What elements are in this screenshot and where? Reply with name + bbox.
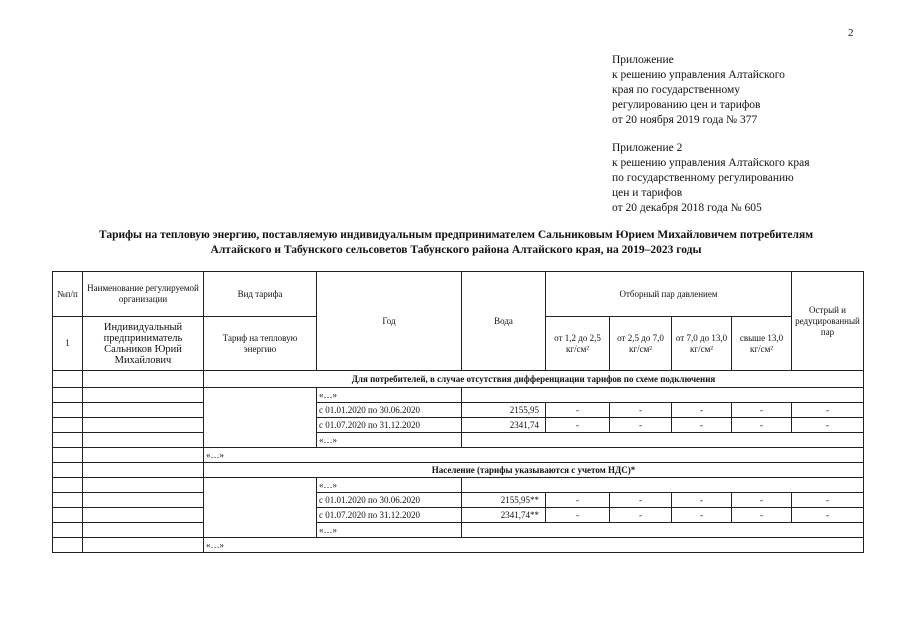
- steam-value: -: [546, 418, 610, 433]
- steam-value: -: [672, 508, 732, 523]
- empty-cell: [83, 388, 204, 403]
- empty-cell: [83, 508, 204, 523]
- header-steam-col-4: свыше 13,0 кг/см²: [732, 317, 792, 371]
- steam-value: -: [610, 508, 672, 523]
- annex-1-line: Приложение: [612, 54, 674, 66]
- ellipsis-wide-cell: «…»: [204, 448, 864, 463]
- empty-cell: [53, 538, 83, 553]
- empty-cell: [83, 371, 204, 388]
- period-cell: с 01.01.2020 по 30.06.2020: [317, 493, 462, 508]
- period-cell: с 01.01.2020 по 30.06.2020: [317, 403, 462, 418]
- title-line-2: Алтайского и Табунского сельсоветов Табунского района Алтайского края, на 2019–2023 годы: [210, 244, 702, 256]
- period-cell: с 01.07.2020 по 31.12.2020: [317, 508, 462, 523]
- empty-cell: [462, 478, 864, 493]
- header-steam-col-1: от 1,2 до 2,5 кг/см²: [546, 317, 610, 371]
- water-value: 2341,74**: [462, 508, 546, 523]
- empty-cell: [83, 418, 204, 433]
- header-num: №п/п: [53, 272, 83, 317]
- steam-value: -: [610, 403, 672, 418]
- empty-cell: [53, 493, 83, 508]
- table-row: [53, 388, 864, 403]
- sharp-steam-value: -: [792, 493, 864, 508]
- empty-cell: [462, 523, 864, 538]
- org-num: 1: [53, 317, 83, 371]
- empty-cell: [204, 478, 317, 538]
- sharp-steam-value: -: [792, 508, 864, 523]
- table-row: [53, 523, 864, 538]
- table-row: [53, 433, 864, 448]
- document-title: [40, 228, 872, 258]
- steam-value: -: [732, 508, 792, 523]
- empty-cell: [53, 388, 83, 403]
- section-2-title: Население (тарифы указываются с учетом НДС)*: [204, 463, 864, 478]
- steam-value: -: [610, 418, 672, 433]
- header-steam: Отборный пар давлением: [546, 272, 792, 317]
- empty-cell: [53, 418, 83, 433]
- header-steam-col-2: от 2,5 до 7,0 кг/см²: [610, 317, 672, 371]
- empty-cell: [462, 388, 864, 403]
- steam-value: -: [610, 493, 672, 508]
- empty-cell: [83, 463, 204, 478]
- steam-value: -: [672, 403, 732, 418]
- empty-cell: [53, 448, 83, 463]
- empty-cell: [53, 478, 83, 493]
- table-row: [53, 508, 864, 523]
- header-row-1: [53, 272, 864, 317]
- annex-2-line: к решению управления Алтайского края: [612, 157, 810, 169]
- empty-cell: [83, 478, 204, 493]
- table-row: [53, 478, 864, 493]
- empty-cell: [53, 508, 83, 523]
- steam-value: -: [732, 403, 792, 418]
- empty-cell: [53, 371, 83, 388]
- empty-cell: [462, 433, 864, 448]
- ellipsis-wide-cell: «…»: [204, 538, 864, 553]
- annex-2-line: по государственному регулированию: [612, 172, 794, 184]
- annex-1-header: [612, 53, 785, 128]
- table-row: [53, 493, 864, 508]
- ellipsis-cell: «…»: [317, 523, 462, 538]
- steam-value: -: [546, 493, 610, 508]
- table-row: [53, 538, 864, 553]
- tariffs-table: [52, 271, 864, 553]
- section-2-row: [53, 463, 864, 478]
- empty-cell: [53, 523, 83, 538]
- page-number: 2: [848, 27, 854, 39]
- annex-2-header: [612, 141, 810, 216]
- water-value: 2155,95**: [462, 493, 546, 508]
- steam-value: -: [546, 403, 610, 418]
- empty-cell: [53, 463, 83, 478]
- table-row: [53, 418, 864, 433]
- steam-value: -: [732, 493, 792, 508]
- header-name: Наименование регулируемой организации: [83, 272, 204, 317]
- org-name: Индивидуальный предприниматель Сальников Юрий Михайлович: [83, 317, 204, 371]
- section-1-title: Для потребителей, в случае отсутствия дифференциации тарифов по схеме подключения: [204, 371, 864, 388]
- empty-cell: [83, 448, 204, 463]
- table-row: [53, 448, 864, 463]
- annex-2-line: цен и тарифов: [612, 187, 683, 199]
- sharp-steam-value: -: [792, 418, 864, 433]
- title-line-1: Тарифы на тепловую энергию, поставляемую индивидуальным предпринимателем Сальниковым Юрием Михайловичем потребителям: [98, 229, 814, 241]
- empty-cell: [204, 388, 317, 448]
- header-steam-col-3: от 7,0 до 13,0 кг/см²: [672, 317, 732, 371]
- header-sharp-steam: Острый и редуцированный пар: [792, 272, 864, 371]
- annex-2-line: от 20 декабря 2018 года № 605: [612, 202, 762, 214]
- steam-value: -: [732, 418, 792, 433]
- steam-value: -: [546, 508, 610, 523]
- steam-value: -: [672, 493, 732, 508]
- header-tariff-kind: Вид тарифа: [204, 272, 317, 317]
- empty-cell: [53, 403, 83, 418]
- annex-1-line: к решению управления Алтайского: [612, 69, 785, 81]
- empty-cell: [83, 493, 204, 508]
- period-cell: с 01.07.2020 по 31.12.2020: [317, 418, 462, 433]
- annex-1-line: от 20 ноября 2019 года № 377: [612, 114, 758, 126]
- table-row: [53, 403, 864, 418]
- empty-cell: [83, 538, 204, 553]
- annex-2-line: Приложение 2: [612, 142, 683, 154]
- empty-cell: [83, 433, 204, 448]
- steam-value: -: [672, 418, 732, 433]
- annex-1-line: регулированию цен и тарифов: [612, 99, 761, 111]
- section-1-row: [53, 371, 864, 388]
- ellipsis-cell: «…»: [317, 433, 462, 448]
- empty-cell: [83, 403, 204, 418]
- annex-1-line: края по государственному: [612, 84, 740, 96]
- empty-cell: [83, 523, 204, 538]
- water-value: 2155,95: [462, 403, 546, 418]
- empty-cell: [53, 433, 83, 448]
- header-water: Вода: [462, 272, 546, 371]
- ellipsis-cell: «…»: [317, 478, 462, 493]
- header-year: Год: [317, 272, 462, 371]
- ellipsis-cell: «…»: [317, 388, 462, 403]
- sharp-steam-value: -: [792, 403, 864, 418]
- water-value: 2341,74: [462, 418, 546, 433]
- org-tariff-kind: Тариф на тепловую энергию: [204, 317, 317, 371]
